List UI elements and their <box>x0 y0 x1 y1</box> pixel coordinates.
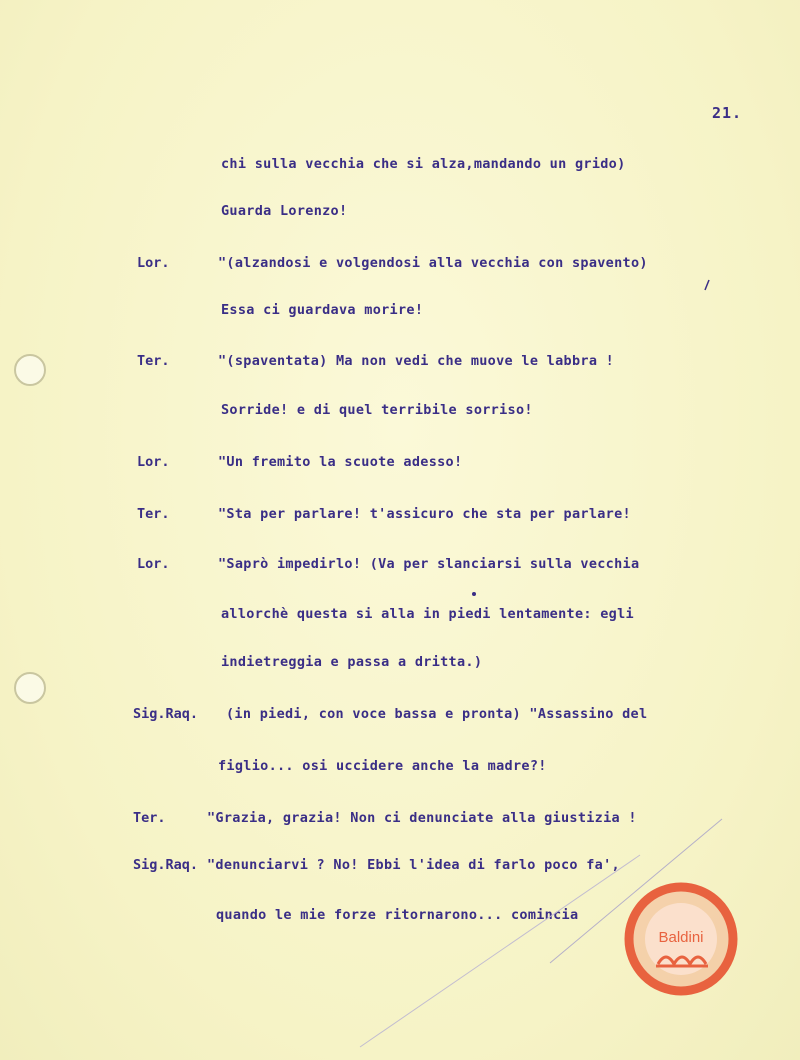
speaker-label: Lor. <box>137 454 170 470</box>
script-line: indietreggia e passa a dritta.) <box>221 654 483 670</box>
script-line: "Sta per parlare! t'assicuro che sta per parlare! <box>218 506 631 522</box>
script-line: "Un fremito la scuote adesso! <box>218 454 463 470</box>
library-stamp <box>622 880 740 998</box>
script-line: quando le mie forze ritornarono... comincia <box>216 907 579 923</box>
page-number: 21. <box>712 104 743 122</box>
script-line: chi sulla vecchia che si alza,mandando un grido) <box>221 156 626 172</box>
stamp-label: Baldini <box>658 929 704 946</box>
speaker-label: Ter. <box>133 810 166 826</box>
speaker-label: Sig.Raq. <box>133 706 199 722</box>
script-line: "Saprò impedirlo! (Va per slanciarsi sulla vecchia <box>218 556 640 572</box>
script-line: Essa ci guardava morire! <box>221 302 424 318</box>
script-line: "(alzandosi e volgendosi alla vecchia con spavento) <box>218 255 648 271</box>
script-line: Guarda Lorenzo! <box>221 203 348 219</box>
punch-hole <box>14 672 46 704</box>
pen-dot <box>470 590 478 598</box>
script-line: "Grazia, grazia! Non ci denunciate alla giustizia ! <box>207 810 637 826</box>
script-line: "denunciarvi ? No! Ebbi l'idea di farlo poco fa', <box>207 857 620 873</box>
speaker-label: Lor. <box>137 255 170 271</box>
script-line: Sorride! e di quel terribile sorriso! <box>221 402 533 418</box>
script-line: (in piedi, con voce bassa e pronta) "Assassino del <box>226 706 648 722</box>
script-line: allorchè questa si alla in piedi lentamente: egli <box>221 606 634 622</box>
speaker-label: Ter. <box>137 353 170 369</box>
speaker-label: Ter. <box>137 506 170 522</box>
speaker-label: Lor. <box>137 556 170 572</box>
punch-hole <box>14 354 46 386</box>
script-line: "(spaventata) Ma non vedi che muove le labbra ! <box>218 353 615 369</box>
script-line: figlio... osi uccidere anche la madre?! <box>218 758 547 774</box>
stamp-logo-icon <box>622 880 740 998</box>
speaker-label: Sig.Raq. <box>133 857 199 873</box>
pen-mark <box>700 278 714 292</box>
